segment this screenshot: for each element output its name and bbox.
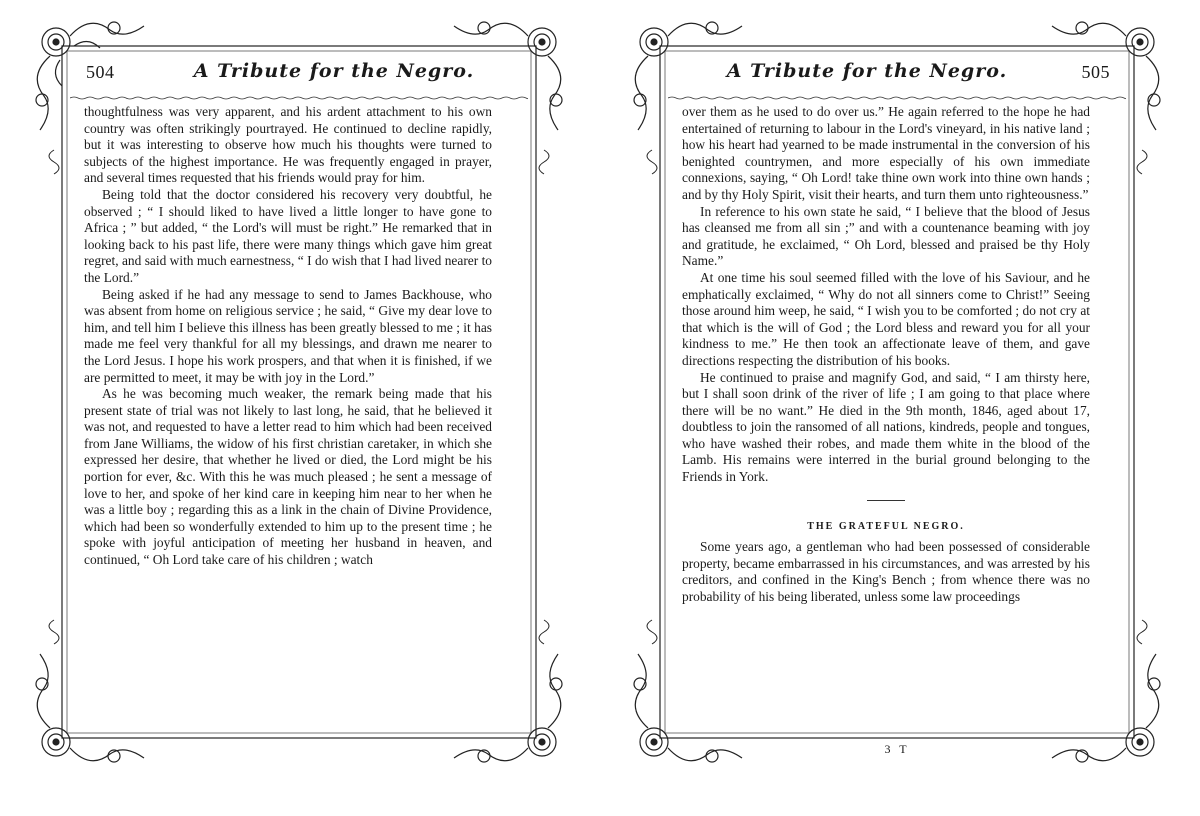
paragraph: Being told that the doctor considered his recovery very doubtful, he observed ; “ I should liked to have lived a little longer to have gone to Africa ; ” but added, “ the Lord's will must be right.” He remarked that in looking back to his past life, there were many things which gave him great regret, and said with much earnestness, “ I do wish that I had lived nearer to the Lord.” bbox=[84, 186, 492, 285]
header-rule bbox=[70, 96, 528, 100]
corner-ornament-bottom-left bbox=[36, 654, 144, 762]
paragraph: As he was becoming much weaker, the remark being made that his present state of trial was not likely to last long, he said, that he believed it was not, and requested to have a letter read to him which had been received from Jane Williams, the widow of his first christian caretaker, in which she expressed her desire, that whether he lived or died, the Lord might be his portion for ever, &c. With this he was much pleased ; he sent a message of love to her, and spoke of her kind care in keeping him near to her when he was a little boy ; regarding this as a link in the chain of Divine Providence, which had been so wonderfully extended to him up to the present time ; he spoke with joyful anticipation of meeting her husband in heaven, and continued, “ Oh Lord take care of his children ; watch bbox=[84, 386, 492, 568]
running-title: A Tribute for the Negro. bbox=[193, 60, 475, 82]
header-rule bbox=[668, 96, 1126, 100]
body-text bbox=[84, 104, 492, 569]
page-number: 505 bbox=[1081, 62, 1110, 82]
paragraph: thoughtfulness was very apparent, and his ardent attachment to his own country was often strikingly pourtrayed. He continued to decline rapidly, but it was interesting to observe how much his thoughts were turned to subjects of the highest importance. He was frequently engaged in prayer, and several times requested that his friends would pray for him. bbox=[84, 104, 492, 186]
right-page bbox=[612, 0, 1182, 800]
body-text bbox=[682, 104, 1090, 606]
page-header bbox=[74, 58, 524, 94]
paragraph: In reference to his own state he said, “ I believe that the blood of Jesus has cleansed me from all sin ;” and with a countenance beaming with joy and gratitude, he exclaimed, “ Oh Lord, blessed and praised be thy Holy Name.” bbox=[682, 203, 1090, 269]
page-number: 504 bbox=[86, 62, 115, 82]
running-title: A Tribute for the Negro. bbox=[726, 60, 1008, 82]
section-title: THE GRATEFUL NEGRO. bbox=[807, 520, 965, 532]
paragraph: Some years ago, a gentleman who had been possessed of considerable property, became embarrassed in his circumstances, and was arrested by his creditors, and confined in the King's Bench ; from whence there was no probability of his being liberated, unless some law proceedings bbox=[682, 539, 1090, 605]
signature-mark: 3 T bbox=[884, 742, 910, 756]
corner-ornament-bottom-right bbox=[454, 654, 562, 762]
left-page bbox=[14, 0, 584, 800]
section-divider bbox=[867, 500, 905, 501]
paragraph: Being asked if he had any message to send to James Backhouse, who was absent from home on religious service ; he said, “ Give my dear love to him, and tell him I believe this illness has been greatly blessed to me ; it has made me feel very thankful for all my blessings, and drawn me nearer to the Lord Jesus. I hope his work prospers, and that when it is finished, if we are permitted to meet, it may be with joy in the Lord.” bbox=[84, 286, 492, 385]
paragraph: over them as he used to do over us.” He again referred to the hope he had entertained of returning to labour in the Lord's vineyard, in his native land ; how his heart had yearned to be made instrumental in the conversion of his benighted countrymen, and more especially of his own immediate connexions, saying, “ Oh Lord! take thine own work into thine own hands ; and by thy Holy Spirit, visit their hearts, and turn them unto righteousness.” bbox=[682, 104, 1090, 202]
page-header bbox=[672, 58, 1122, 94]
paragraph: At one time his soul seemed filled with the love of his Saviour, and he emphatically exclaimed, “ Why do not all sinners come to Christ!” Seeing those around him weep, he said, “ I wish you to be comforted ; do not cry at that which is the will of God ; the Lord bless and reward you for all your kindness to me.” He then took an affectionate leave of them, and gave directions respecting the distribution of his books. bbox=[682, 269, 1090, 368]
paragraph: He continued to praise and magnify God, and said, “ I am thirsty here, but I shall soon drink of the river of life ; I am going to that place where there will be no want.” He died in the 9th month, 1846, aged about 17, doubtless to join the ransomed of all nations, kindreds, people and tongues, who have washed their robes, and made them white in the blood of the Lamb. His remains were interred in the burial ground belonging to the Friends in York. bbox=[682, 369, 1090, 485]
